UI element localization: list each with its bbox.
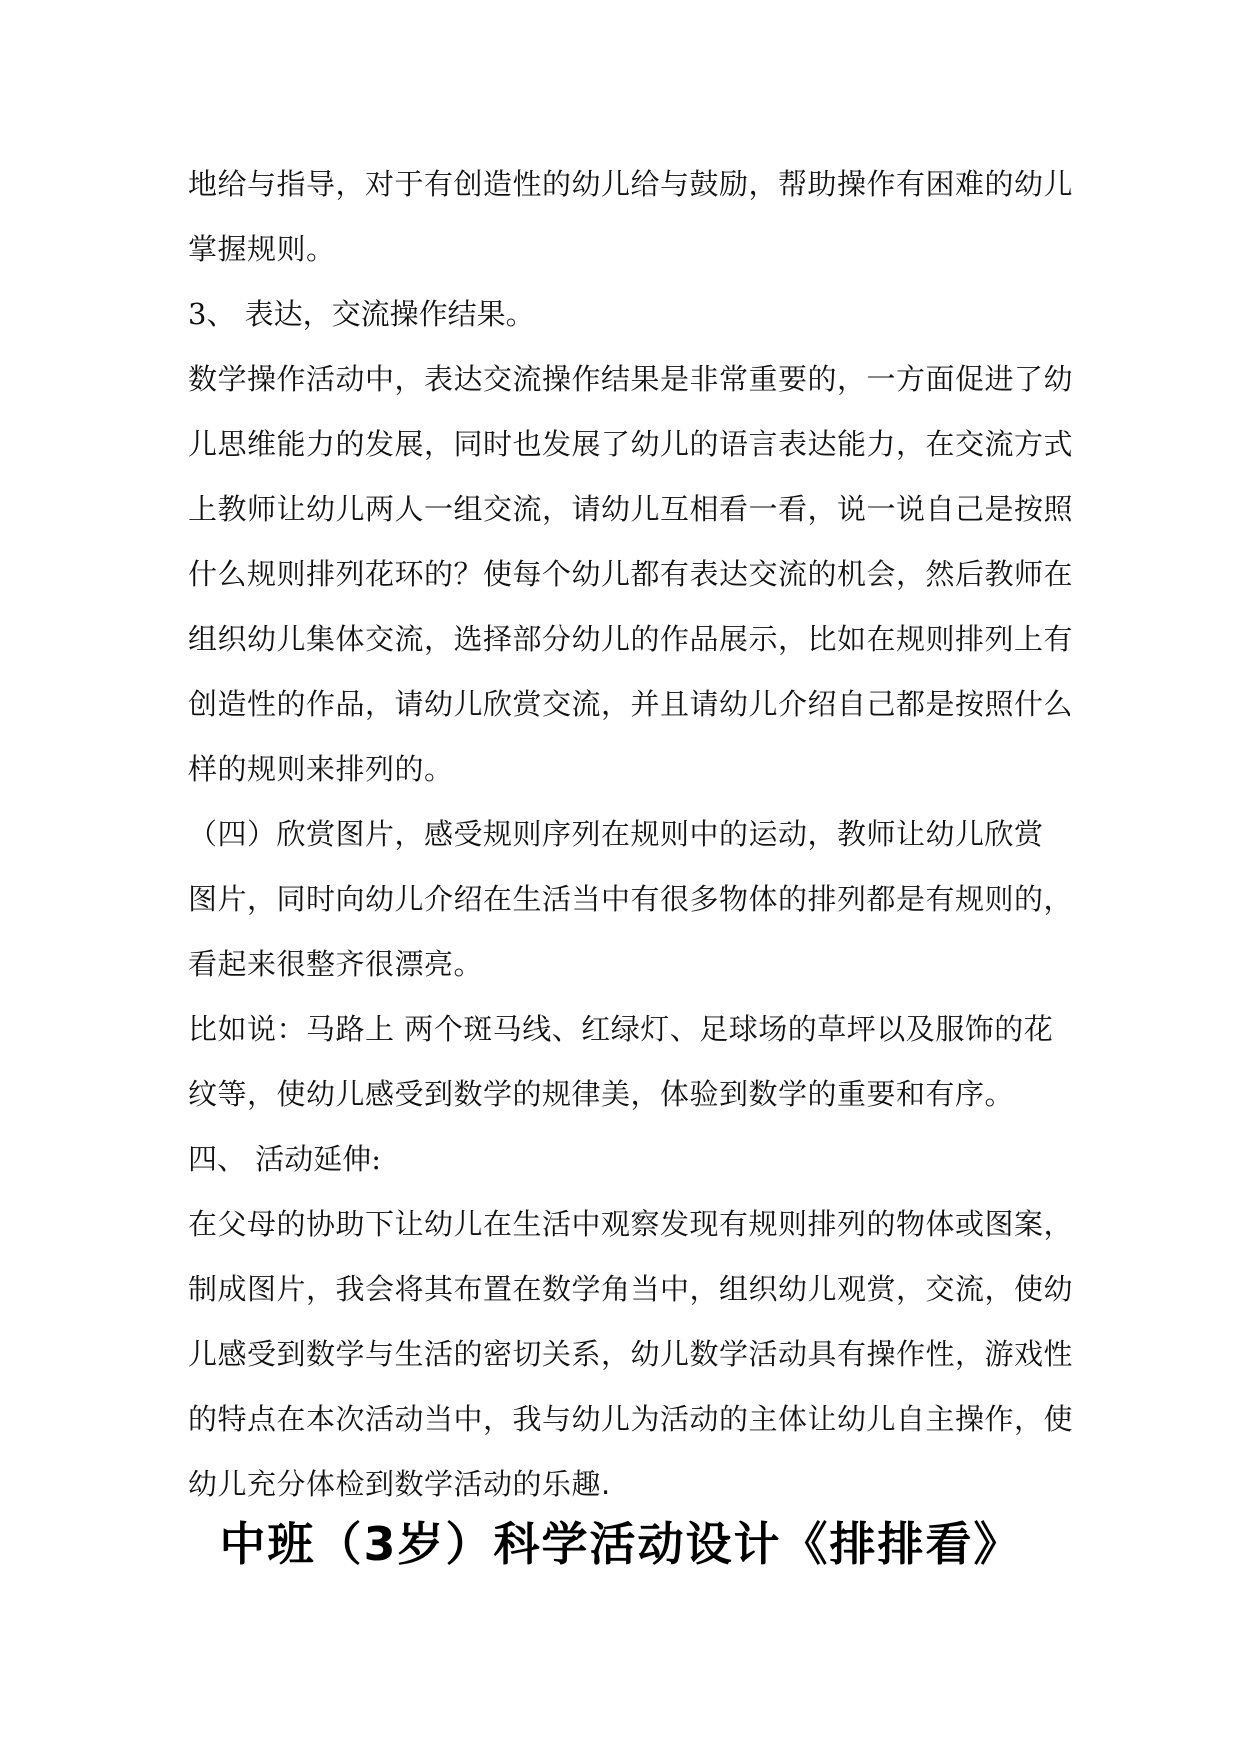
paragraph-line: 幼儿充分体检到数学活动的乐趣.: [188, 1467, 611, 1501]
paragraph-line: 掌握规则。: [188, 232, 336, 266]
paragraph-line: 看起来很整齐很漂亮。: [188, 947, 484, 981]
paragraph-line: 样的规则来排列的。: [188, 752, 454, 786]
paragraph-line: 地给与指导，对于有创造性的幼儿给与鼓励，帮助操作有困难的幼儿: [188, 167, 1074, 201]
paragraph-line: 数学操作活动中，表达交流操作结果是非常重要的，一方面促进了幼: [188, 362, 1074, 396]
paragraph-line: 纹等，使幼儿感受到数学的规律美，体验到数学的重要和有序。: [188, 1077, 1015, 1111]
paragraph-line: 儿感受到数学与生活的密切关系，幼儿数学活动具有操作性，游戏性: [188, 1337, 1074, 1371]
paragraph-line: 上教师让幼儿两人一组交流，请幼儿互相看一看，说一说自己是按照: [188, 492, 1074, 526]
paragraph-line: 图片，同时向幼儿介绍在生活当中有很多物体的排列都是有规则的，: [188, 882, 1074, 916]
document-title: 中班（3岁）科学活动设计《排排看》: [219, 1517, 1022, 1571]
document-body: [188, 152, 1074, 1517]
paragraph-line: 创造性的作品，请幼儿欣赏交流，并且请幼儿介绍自己都是按照什么: [188, 687, 1074, 721]
paragraph-line: 制成图片，我会将其布置在数学角当中，组织幼儿观赏，交流，使幼: [188, 1272, 1074, 1306]
section-heading-4: 四、 活动延伸:: [188, 1142, 381, 1176]
paragraph-line: 比如说：马路上 两个斑马线、红绿灯、足球场的草坪以及服饰的花: [188, 1012, 1054, 1046]
paragraph-line: 在父母的协助下让幼儿在生活中观察发现有规则排列的物体或图案，: [188, 1207, 1074, 1241]
paragraph-line: （四）欣赏图片，感受规则序列在规则中的运动，教师让幼儿欣赏: [188, 817, 1044, 851]
section-heading-3: 3、 表达，交流操作结果。: [188, 297, 535, 331]
paragraph-line: 的特点在本次活动当中，我与幼儿为活动的主体让幼儿自主操作，使: [188, 1402, 1074, 1436]
paragraph-line: 什么规则排列花环的？使每个幼儿都有表达交流的机会，然后教师在: [188, 557, 1074, 591]
paragraph-line: 组织幼儿集体交流，选择部分幼儿的作品展示，比如在规则排列上有: [188, 622, 1074, 656]
paragraph-line: 儿思维能力的发展，同时也发展了幼儿的语言表达能力，在交流方式: [188, 427, 1074, 461]
